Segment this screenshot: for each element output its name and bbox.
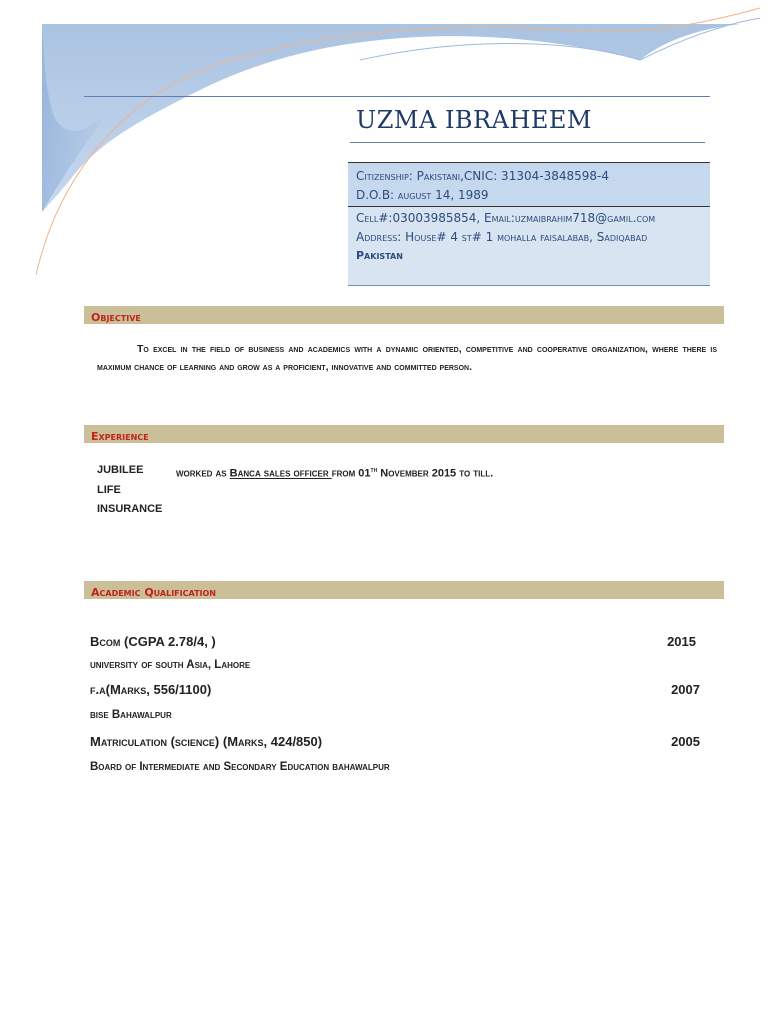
company-line: INSURANCE — [97, 503, 163, 515]
name-underline — [350, 142, 705, 143]
degree-text: f.a(Marks, 556/1100) — [90, 682, 212, 697]
degree-year: 2007 — [671, 682, 700, 697]
experience-prefix: worked as — [176, 467, 230, 480]
header-rule-top — [84, 96, 710, 97]
objective-title: Objective — [91, 311, 141, 324]
personal-info-box — [348, 162, 710, 207]
dob-line: D.O.B: august 14, 1989 — [356, 188, 489, 202]
education-degree — [90, 734, 702, 749]
degree-text: Matriculation (science) (Marks, 424/850) — [90, 734, 323, 749]
address-line: Address: House# 4 st# 1 mohalla faisalabab, Sadiqabad — [356, 230, 648, 244]
degree-year: 2015 — [667, 634, 696, 649]
company-line: LIFE — [97, 483, 121, 496]
education-degree — [90, 682, 702, 697]
address-country: Pakistan — [356, 249, 403, 262]
cell-email-line: Cell#:03003985854, Email:uzmaibrahim718@gamil.com — [356, 211, 656, 225]
experience-detail — [176, 461, 493, 484]
academic-section-bar — [84, 581, 724, 599]
education-institute: university of south Asia, Lahore — [90, 659, 251, 671]
experience-section-bar — [84, 425, 724, 443]
education-institute: bise Bahawalpur — [90, 709, 172, 721]
experience-superscript: th — [370, 467, 378, 474]
experience-date: November 2015 to till. — [377, 467, 494, 480]
objective-text: To excel in the field of business and academics with a dynamic oriented, competitive and cooperative organization, where there is maximum chance of learning and grow as a proficient, innovative and committed person. — [97, 343, 717, 373]
experience-from: from 01 — [331, 467, 371, 480]
degree-year: 2005 — [671, 734, 700, 749]
academic-title: Academic Qualification — [91, 586, 216, 599]
company-line: JUBILEE — [97, 464, 144, 476]
degree-text: Bcom (CGPA 2.78/4, ) — [90, 634, 216, 649]
experience-company — [97, 461, 162, 520]
objective-section-bar — [84, 306, 724, 324]
citizenship-line: Citizenship: Pakistani,CNIC: 31304-3848598-4 — [356, 169, 609, 183]
contact-info-box — [348, 207, 710, 286]
applicant-name: UZMA IBRAHEEM — [356, 106, 592, 134]
education-institute: Board of Intermediate and Secondary Education bahawalpur — [90, 761, 390, 773]
experience-title: Experience — [91, 430, 149, 443]
experience-role: Banca sales officer — [229, 467, 332, 480]
education-degree — [90, 634, 702, 649]
